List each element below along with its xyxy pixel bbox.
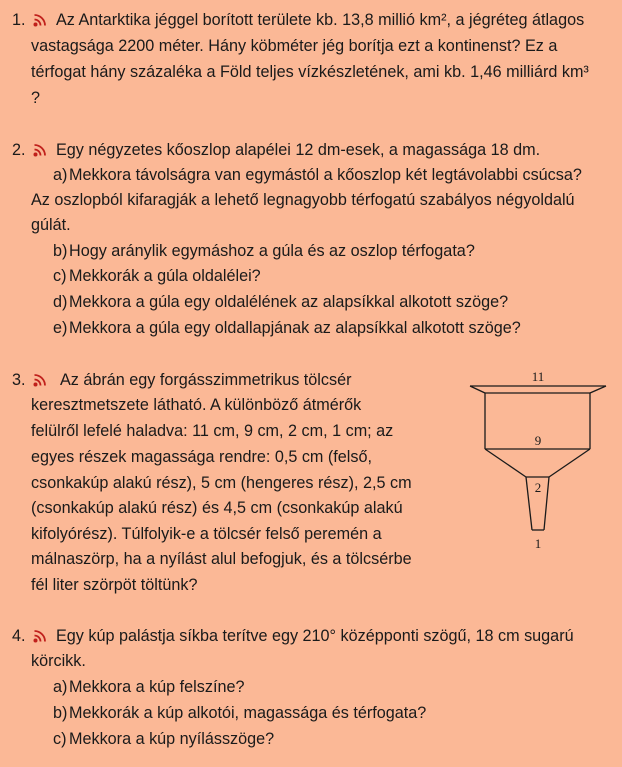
problem-text-line: vastagsága 2200 méter. Hány köbméter jég borítja ezt a kontinenst? Ez a (31, 37, 558, 55)
sub-question-c: c) Mekkorák a gúla oldalélei? (53, 267, 261, 285)
problem-text-line: kifolyórész). Túlfolyik-e a tölcsér felső peremén a (31, 525, 382, 543)
diameter-label-2: 2 (534, 480, 542, 495)
problem-text-line: Egy négyzetes kőoszlop alapélei 12 dm-esek, a magassága 18 dm. (56, 141, 541, 159)
diameter-label-9: 9 (534, 433, 542, 448)
diameter-label-1: 1 (534, 536, 542, 551)
signal-waves-icon (33, 373, 49, 387)
sub-question-b: b)Mekkorák a kúp alkotói, magassága és térfogata? (53, 704, 427, 722)
diameter-label-11: 11 (531, 369, 545, 384)
problem-text-line: keresztmetszete látható. A különböző átmérők (31, 396, 362, 414)
sub-question-e: e)Mekkora a gúla egy oldallapjának az alapsíkkal alkotott szöge? (53, 319, 521, 337)
problem-text-line: Egy kúp palástja síkba terítve egy 210° középponti szögű, 18 cm sugarú (56, 627, 574, 645)
problem-text-line: (csonkakúp alakú rész) és 4,5 cm (csonkakúp alakú (31, 499, 403, 517)
problem-number: 4. (12, 627, 26, 645)
problem-text-line: gúlát. (31, 216, 71, 234)
problem-text-line: egyes részek magassága rendre: 0,5 cm (felső, (31, 448, 372, 466)
sub-question-a: a)Mekkora a kúp felszíne? (53, 678, 245, 696)
signal-waves-icon (33, 629, 49, 643)
problem-text-line: fél liter szörpöt töltünk? (31, 576, 198, 594)
problem-text-line: ? (31, 89, 41, 107)
signal-waves-icon (33, 143, 49, 157)
funnel-diagram (466, 366, 612, 556)
sub-question-a: a)Mekkora távolságra van egymástól a kőoszlop két legtávolabbi csúcsa? (53, 166, 582, 184)
problem-number: 3. (12, 371, 26, 389)
problem-text-line: Az Antarktika jéggel borított területe kb. 13,8 millió km², a jégréteg átlagos (56, 11, 585, 29)
sub-question-b: b)Hogy aránylik egymáshoz a gúla és az oszlop térfogata? (53, 242, 475, 260)
problem-number: 2. (12, 141, 26, 159)
signal-waves-icon (33, 13, 49, 27)
problem-number: 1. (12, 11, 26, 29)
sub-question-d: d)Mekkora a gúla egy oldalélének az alapsíkkal alkotott szöge? (53, 293, 509, 311)
problem-text-line: Az oszlopból kifaragják a lehető legnagyobb térfogatú szabályos négyoldalú (31, 191, 575, 209)
problem-text-line: csonkakúp alakú rész), 5 cm (hengeres rész), 2,5 cm (31, 474, 412, 492)
problem-text-line: körcikk. (31, 652, 86, 670)
problem-text-line: felülről lefelé haladva: 11 cm, 9 cm, 2 cm, 1 cm; az (31, 422, 394, 440)
problem-text-line: Az ábrán egy forgásszimmetrikus tölcsér (60, 371, 352, 389)
problem-text-line: térfogat hány százaléka a Föld teljes vízkészletének, ami kb. 1,46 milliárd km³ (31, 63, 589, 81)
sub-question-c: c) Mekkora a kúp nyílásszöge? (53, 730, 275, 748)
problem-text-line: málnaszörp, ha a nyílást alul befogjuk, és a tölcsérbe (31, 550, 412, 568)
